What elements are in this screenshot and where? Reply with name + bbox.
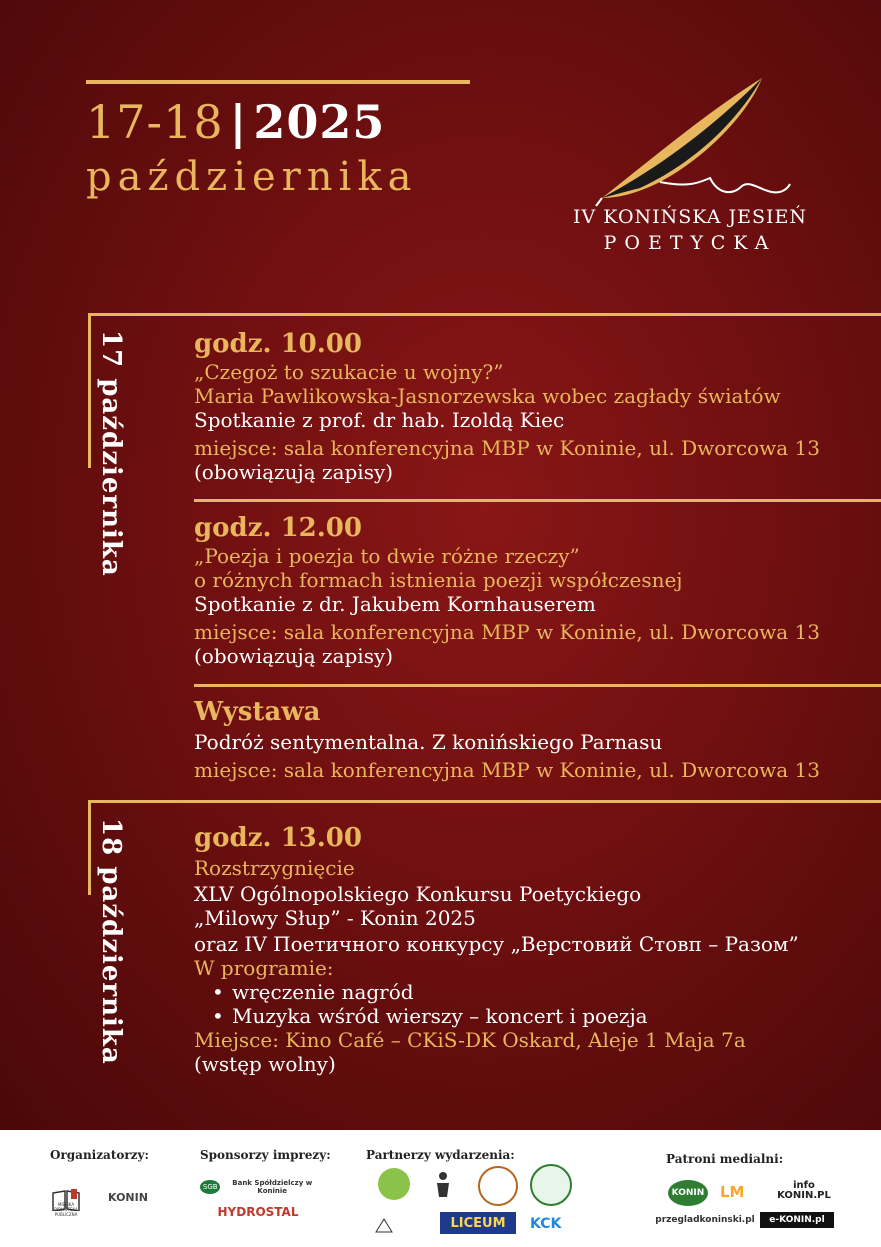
event-line-2: XLV Ogólnopolskiego Konkursu Poetyckiego <box>194 882 642 906</box>
partners-title: Partnerzy wydarzenia: <box>366 1148 515 1162</box>
event-line-4: oraz IV Поетичного конкурсу „Верстовий Стовп – Разом” <box>194 932 799 956</box>
date-year: 2025 <box>253 95 386 149</box>
exhibition <box>194 696 820 782</box>
day1-label: 17 października <box>96 330 126 577</box>
festival-title-line1: IV KONIŃSKA JESIEŃ <box>573 206 807 228</box>
day1-top-rule <box>88 313 881 316</box>
event-title-2: o różnych formach istnienia poezji współczesnej <box>194 568 683 592</box>
day1-side-rule <box>88 313 91 468</box>
festival-title-line2: POETYCKA <box>603 232 777 254</box>
event-line-3: „Milowy Słup” - Konin 2025 <box>194 906 476 930</box>
event-title-1: „Czegoż to szukacie u wojny?” <box>194 360 504 384</box>
event-note: (obowiązują zapisy) <box>194 460 394 484</box>
date-separator: | <box>229 95 248 149</box>
day2-top-rule <box>88 800 881 803</box>
e-konin-logo: e-KONIN.pl <box>760 1212 834 1228</box>
konin-media-logo: KONIN <box>668 1180 708 1206</box>
event-1300 <box>194 822 799 1076</box>
library-logo <box>48 1174 84 1226</box>
event-meeting: Spotkanie z prof. dr hab. Izoldą Kiec <box>194 408 565 432</box>
program-item: • wręczenie nagród <box>212 980 799 1004</box>
event-place: miejsce: sala konferencyjna MBP w Koninie, ul. Dworcowa 13 <box>194 620 820 644</box>
building-icon <box>374 1217 394 1233</box>
partner-logo-green <box>378 1168 410 1200</box>
event-title-2: Maria Pawlikowska-Jasnorzewska wobec zagłady światów <box>194 384 781 408</box>
divider-1 <box>194 499 881 502</box>
day2-label: 18 października <box>96 818 126 1065</box>
przeglad-logo: przegladkoninski.pl <box>655 1215 755 1225</box>
top-rule <box>86 80 470 84</box>
date-days <box>86 94 385 150</box>
date-month: października <box>86 154 418 200</box>
event-time: godz. 13.00 <box>194 823 362 853</box>
event-1000 <box>194 328 820 484</box>
exhibition-title: Podróż sentymentalna. Z konińskiego Parnasu <box>194 730 663 754</box>
event-place: miejsce: sala konferencyjna MBP w Koninie, ul. Dworcowa 13 <box>194 436 820 460</box>
event-title-1: „Poezja i poezja to dwie różne rzeczy” <box>194 544 580 568</box>
partner-logo-small <box>364 1210 404 1240</box>
media-title: Patroni medialni: <box>666 1152 784 1166</box>
info-konin-logo: info KONIN.PL <box>777 1180 831 1201</box>
program-item: • Muzyka wśród wierszy – koncert i poezja <box>212 1004 799 1028</box>
event-place: Miejsce: Kino Café – CKiS-DK Oskard, Aleje 1 Maja 7a <box>194 1028 746 1052</box>
lm-logo: LM <box>720 1183 745 1201</box>
date-days-text: 17-18 <box>86 95 224 149</box>
partner-logo-emblem <box>530 1164 572 1206</box>
divider-2 <box>194 684 881 687</box>
event-line-1: Rozstrzygnięcie <box>194 856 355 880</box>
figure-icon <box>433 1171 453 1199</box>
kck-logo: KCK <box>530 1216 562 1232</box>
exhibition-heading: Wystawa <box>194 697 321 727</box>
exhibition-place: miejsce: sala konferencyjna MBP w Koninie, ul. Dworcowa 13 <box>194 758 820 782</box>
bank-logo <box>200 1176 320 1198</box>
konin-city-logo: KONIN <box>108 1190 148 1204</box>
event-time: godz. 12.00 <box>194 513 362 543</box>
partner-logo-circle <box>478 1166 518 1206</box>
program-list <box>194 980 799 1028</box>
event-note: (wstęp wolny) <box>194 1052 336 1076</box>
library-logo-text: MIEJSKA BIBLIOTEKA PUBLICZNA <box>54 1202 78 1217</box>
event-note: (obowiązują zapisy) <box>194 644 394 668</box>
hydrostal-logo: HYDROSTAL <box>217 1205 299 1219</box>
partner-logo-figure <box>430 1170 456 1200</box>
day2-side-rule <box>88 800 91 895</box>
sponsors-title: Sponsorzy imprezy: <box>200 1148 331 1162</box>
footer <box>0 1130 881 1247</box>
event-time: godz. 10.00 <box>194 329 362 359</box>
bank-logo-text: Bank Spółdzielczy w Koninie <box>232 1179 313 1195</box>
program-heading: W programie: <box>194 956 334 980</box>
event-1200 <box>194 512 820 668</box>
liceum-logo: LICEUM <box>440 1212 516 1234</box>
bank-icon: SGB <box>200 1180 220 1194</box>
organizers-title: Organizatorzy: <box>50 1148 149 1162</box>
event-meeting: Spotkanie z dr. Jakubem Kornhauserem <box>194 592 596 616</box>
